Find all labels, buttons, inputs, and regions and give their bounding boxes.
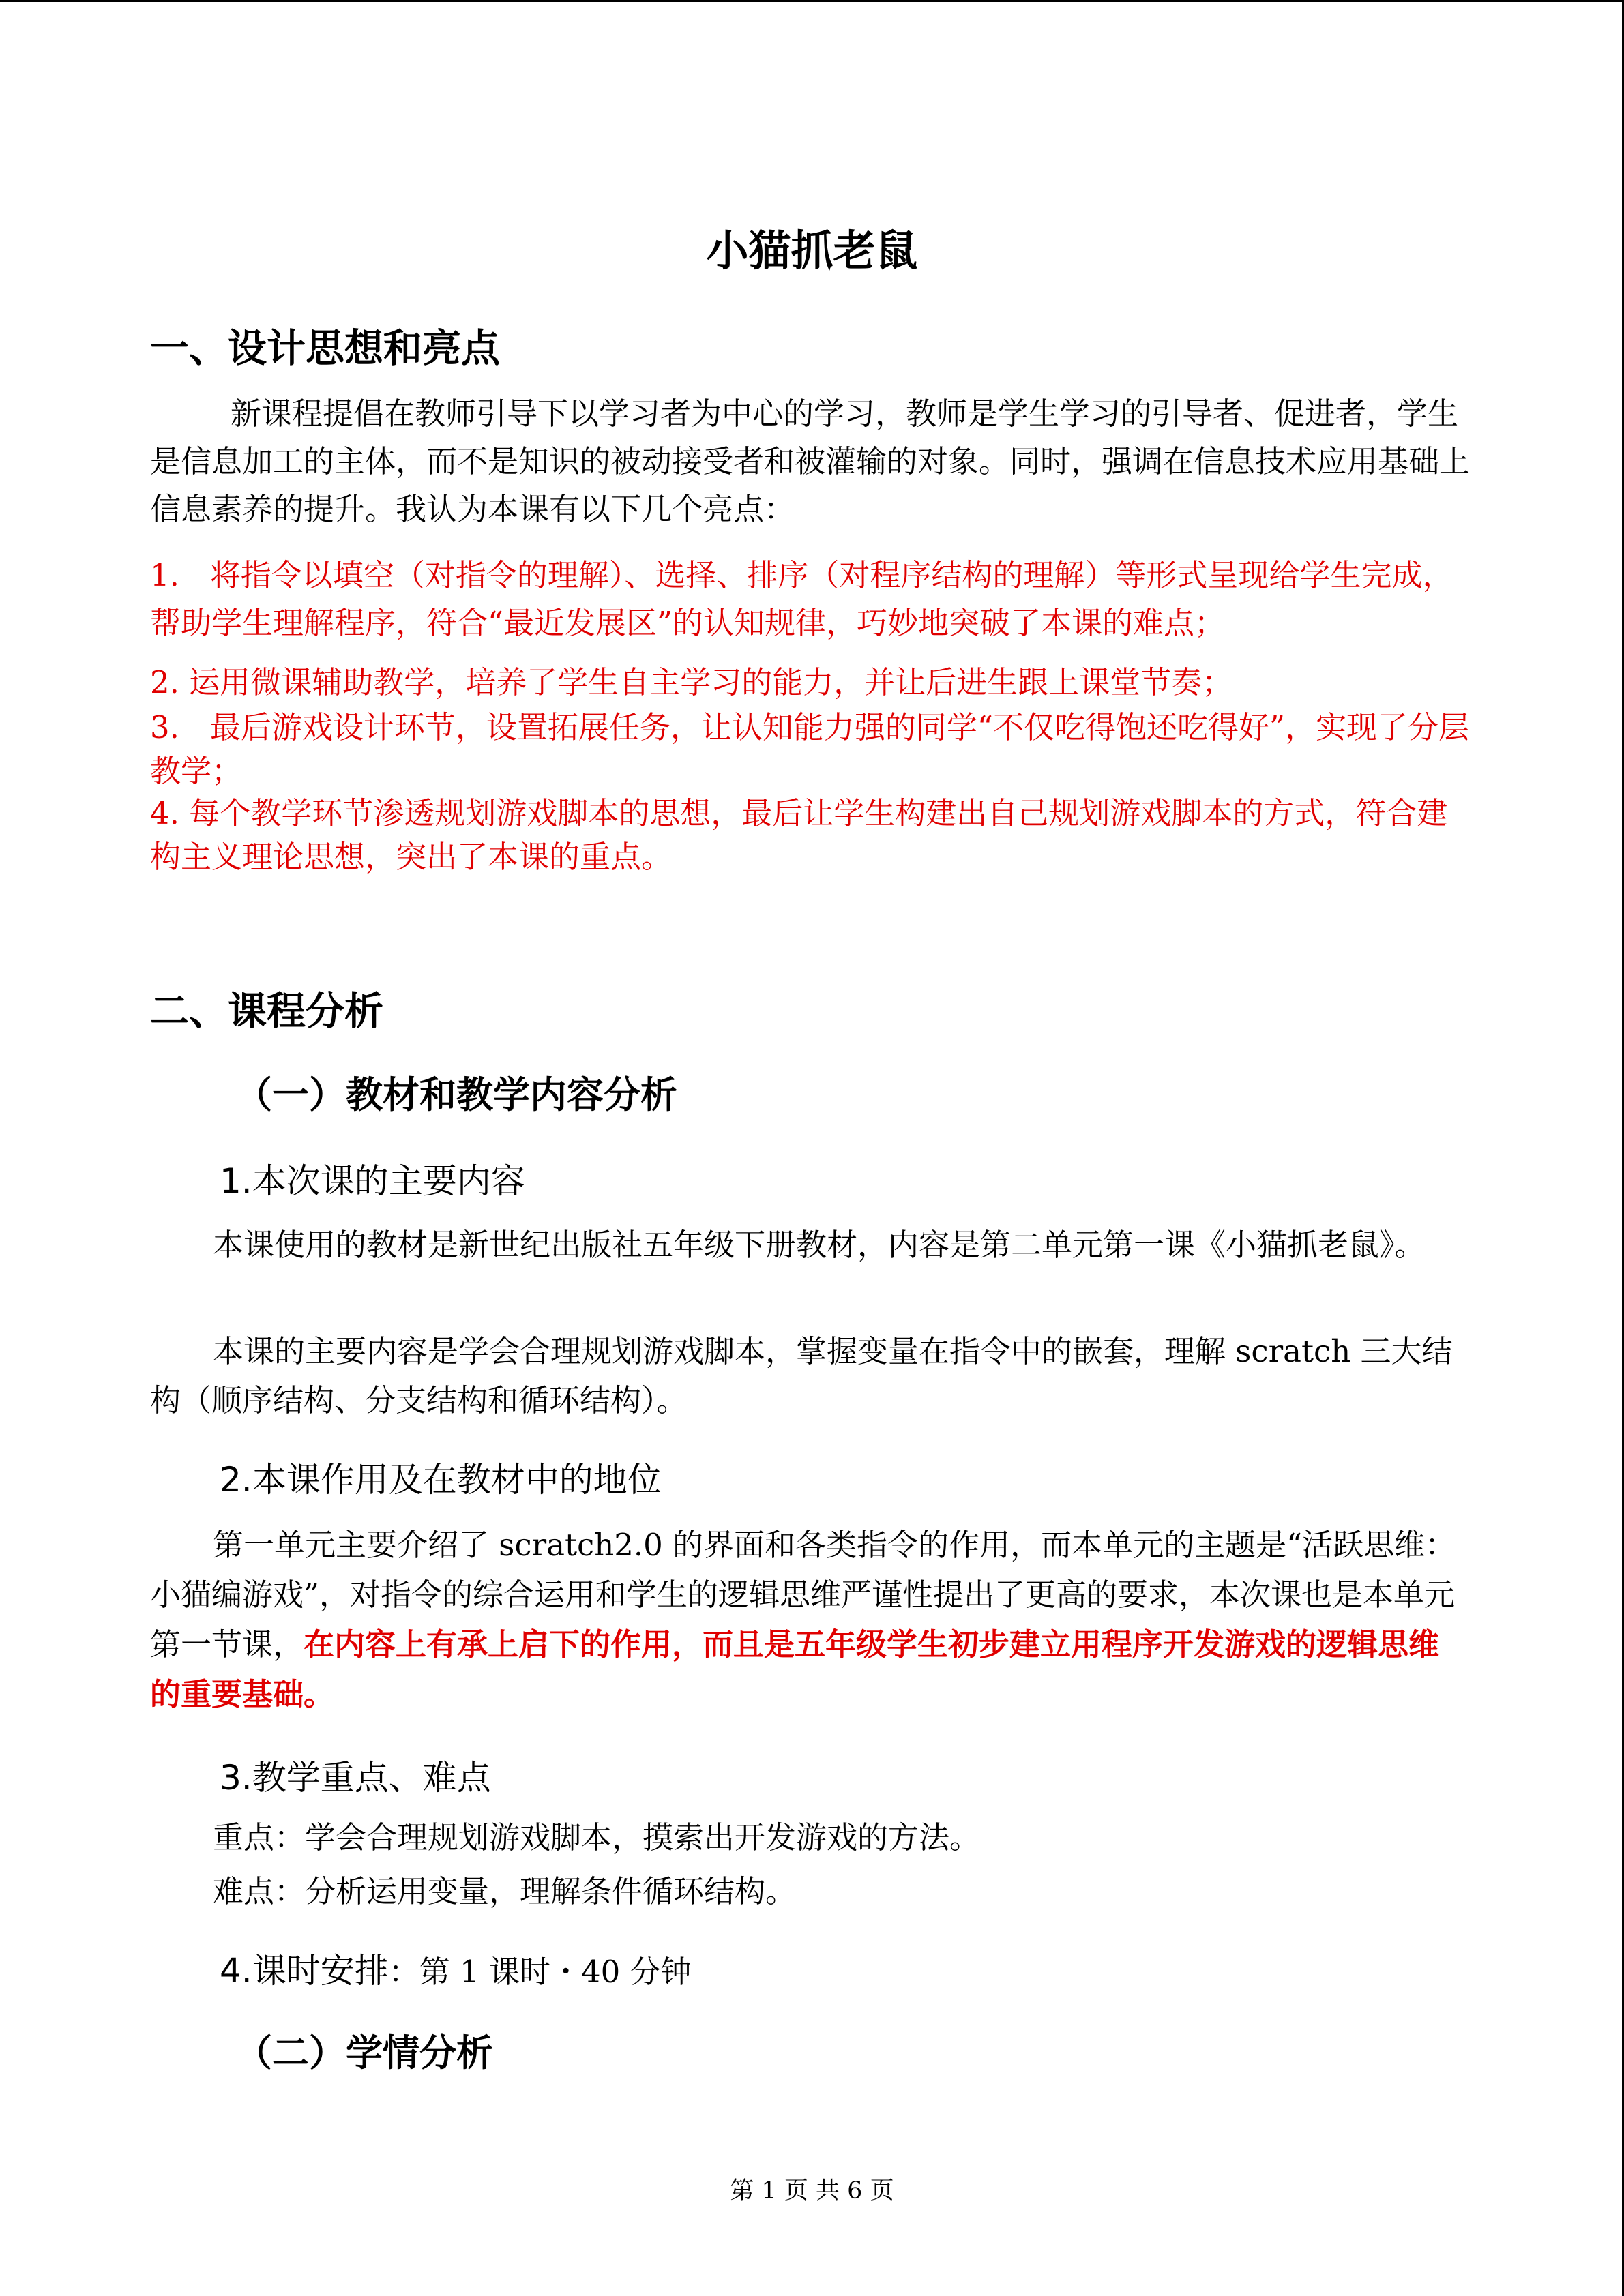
highlight-point-3: 3. 最后游戏设计环节，设置拓展任务，让认知能力强的同学“不仅吃得饱还吃得好”，实现了分层教学； (150, 709, 1469, 789)
document-title: 小猫抓老鼠 (706, 226, 918, 275)
highlight-point-4: 4. 每个教学环节渗透规划游戏脚本的思想，最后让学生构建出自己规划游戏脚本的方式，符合建构主义理论思想，突出了本课的重点。 (150, 795, 1448, 875)
highlight-point-1: 1. 将指令以填空（对指令的理解）、选择、排序（对程序结构的理解）等形式呈现给学生完成，帮助学生理解程序，符合“最近发展区”的认知规律，巧妙地突破了本课的难点； (150, 557, 1453, 641)
item2-heading: 2.本课作用及在教材中的地位 (220, 1460, 662, 1500)
item1-paragraph-2: 本课的主要内容是学会合理规划游戏脚本，掌握变量在指令中的嵌套，理解 scratch 三大结构（顺序结构、分支结构和循环结构）。 (150, 1333, 1453, 1418)
subsection2-heading: （二）学情分析 (235, 2031, 493, 2074)
difficult-point: 难点：分析运用变量，理解条件循环结构。 (213, 1873, 797, 1909)
item4-line (220, 1943, 692, 1993)
item2-paragraph (150, 1520, 1470, 1719)
item2-emphasis: 在内容上有承上启下的作用，而且是五年级学生初步建立用程序开发游戏的逻辑思维的重要基础。 (150, 1626, 1440, 1712)
section2-heading: 二、课程分析 (150, 989, 383, 1034)
item1-paragraph-1: 本课使用的教材是新世纪出版社五年级下册教材，内容是第二单元第一课《小猫抓老鼠》。 (213, 1227, 1426, 1263)
item4-heading: 4.课时安排 (220, 1951, 389, 1991)
section1-intro: 新课程提倡在教师引导下以学习者为中心的学习，教师是学生学习的引导者、促进者，学生是信息加工的主体，而不是知识的被动接受者和被灌输的对象。同时，强调在信息技术应用基础上信息素养的提升。我认为本课有以下几个亮点： (150, 396, 1471, 527)
key-point: 重点：学会合理规划游戏脚本，摸索出开发游戏的方法。 (213, 1819, 981, 1855)
page-border-top (0, 0, 1624, 2)
section1-heading: 一、设计思想和亮点 (150, 326, 500, 371)
item1-heading: 1.本次课的主要内容 (220, 1161, 525, 1201)
item4-value: ：第 1 课时・40 分钟 (388, 1954, 692, 1990)
page-footer: 第 1 页 共 6 页 (730, 2177, 894, 2205)
item3-heading: 3.教学重点、难点 (220, 1758, 491, 1798)
highlight-point-2: 2. 运用微课辅助教学，培养了学生自主学习的能力，并让后进生跟上课堂节奏； (150, 664, 1233, 700)
item2-text: 第一单元主要介绍了 scratch2.0 的界面和各类指令的作用，而本单元的主题是“活跃思维：小猫编游戏”，对指令的综合运用和学生的逻辑思维严谨性提出了更高的要求，本次课也是本单元第一节课， (150, 1527, 1456, 1663)
subsection1-heading: （一）教材和教学内容分析 (235, 1073, 677, 1116)
